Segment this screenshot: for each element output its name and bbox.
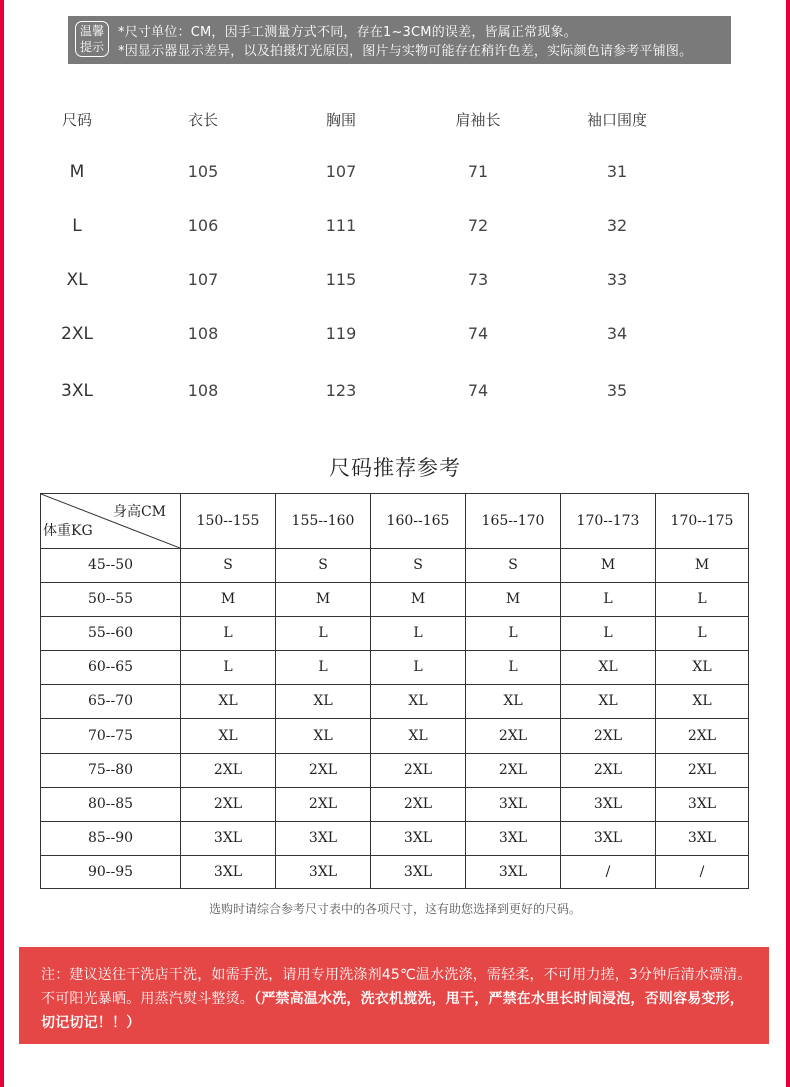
grid-size-cell: 3XL xyxy=(370,855,465,889)
grid-weight-cell: 65--70 xyxy=(87,693,134,710)
size-chart-row xyxy=(52,152,742,192)
grid-size-cell: 3XL xyxy=(560,821,655,855)
grid-size-cell: 2XL xyxy=(560,719,655,753)
grid-corner-cell xyxy=(41,494,180,548)
notice-badge xyxy=(75,21,109,57)
size-recommend-title: 尺码推荐参考 xyxy=(329,456,461,480)
grid-size-cell: XL xyxy=(275,719,370,753)
grid-size-cell: 2XL xyxy=(370,787,465,821)
grid-weight-cell: 45--50 xyxy=(87,557,134,573)
grid-size-cell: 2XL xyxy=(465,753,560,787)
right-edge-stripe xyxy=(786,0,790,1087)
grid-size-cell: 2XL xyxy=(180,753,275,787)
grid-size-cell: XL xyxy=(275,684,370,718)
grid-size-cell: XL xyxy=(560,650,655,684)
grid-size-cell: XL xyxy=(180,684,275,718)
grid-size-cell: M xyxy=(465,582,560,616)
size-chart-value: 74 xyxy=(467,381,489,400)
grid-size-cell: 2XL xyxy=(655,719,748,753)
grid-row xyxy=(41,821,748,856)
grid-size-cell: 3XL xyxy=(465,821,560,855)
notice-bar xyxy=(68,16,731,64)
grid-size-cell: M xyxy=(655,548,748,582)
notice-line-2: *因显示器显示差异，以及拍摄灯光原因，图片与实物可能存在稍许色差，实际颜色请参考平铺图。 xyxy=(118,44,693,59)
size-chart-value: 33 xyxy=(606,270,628,289)
size-chart-value: 107 xyxy=(325,162,357,181)
grid-size-cell: 3XL xyxy=(560,787,655,821)
size-chart-header-cell: 袖口围度 xyxy=(586,111,647,129)
size-chart-value: 31 xyxy=(606,162,628,181)
grid-size-cell: M xyxy=(560,548,655,582)
grid-size-cell: / xyxy=(655,855,748,889)
grid-row xyxy=(41,753,748,788)
size-chart-value: 105 xyxy=(187,162,219,181)
size-chart-value: 32 xyxy=(606,216,628,235)
size-chart-header-cell: 胸围 xyxy=(325,111,356,129)
care-warning: （严禁高温水洗，洗衣机搅洗，甩干，严禁在水里长时间浸泡，否则容易变形，切记切记！！） xyxy=(41,991,744,1031)
size-chart-size-label: L xyxy=(72,216,82,236)
grid-height-header: 170--175 xyxy=(655,494,748,548)
size-chart-header-cell: 衣长 xyxy=(187,111,218,129)
grid-size-cell: L xyxy=(180,616,275,650)
notice-badge-line2: 提示 xyxy=(79,40,104,54)
grid-size-cell: L xyxy=(275,616,370,650)
grid-size-cell: 3XL xyxy=(275,821,370,855)
grid-row xyxy=(41,855,748,889)
grid-size-cell: S xyxy=(465,548,560,582)
grid-size-cell: XL xyxy=(370,719,465,753)
grid-header-row xyxy=(41,494,748,549)
grid-size-cell: XL xyxy=(655,684,748,718)
grid-size-cell: L xyxy=(560,582,655,616)
grid-size-cell: L xyxy=(560,616,655,650)
grid-size-cell: XL xyxy=(180,719,275,753)
grid-size-cell: 3XL xyxy=(180,821,275,855)
grid-row xyxy=(41,650,748,685)
grid-size-cell: L xyxy=(655,616,748,650)
grid-size-cell: L xyxy=(465,650,560,684)
grid-weight-cell: 75--80 xyxy=(87,761,134,778)
grid-row xyxy=(41,787,748,822)
grid-size-cell: 3XL xyxy=(370,821,465,855)
grid-height-header: 170--173 xyxy=(560,494,655,548)
size-chart-value: 107 xyxy=(187,270,219,289)
grid-size-cell: S xyxy=(275,548,370,582)
grid-size-cell: 2XL xyxy=(465,719,560,753)
grid-size-cell: L xyxy=(370,616,465,650)
grid-weight-cell: 60--65 xyxy=(87,659,134,676)
size-chart-value: 115 xyxy=(325,270,357,289)
left-edge-stripe xyxy=(0,0,4,1087)
footnote: 选购时请综合参考尺寸表中的各项尺寸，这有助您选择到更好的尺码。 xyxy=(208,902,581,916)
size-chart-value: 34 xyxy=(606,324,628,343)
corner-weight-label: 体重KG xyxy=(43,523,93,539)
size-chart-value: 71 xyxy=(467,162,489,181)
grid-size-cell: 3XL xyxy=(655,787,748,821)
grid-row xyxy=(41,616,748,651)
grid-height-header: 155--160 xyxy=(275,494,370,548)
size-chart-value: 108 xyxy=(187,324,219,343)
grid-weight-cell: 85--90 xyxy=(87,829,134,846)
notice-badge-line1: 温馨 xyxy=(79,24,104,38)
grid-size-cell: M xyxy=(180,582,275,616)
grid-weight-cell: 70--75 xyxy=(87,727,134,744)
grid-size-cell: 3XL xyxy=(275,855,370,889)
size-chart-value: 35 xyxy=(606,381,628,400)
grid-size-cell: 3XL xyxy=(180,855,275,889)
grid-row xyxy=(41,684,748,719)
size-chart-row xyxy=(52,314,742,354)
grid-size-cell: S xyxy=(370,548,465,582)
size-chart-size-label: 3XL xyxy=(61,381,93,401)
grid-size-cell: L xyxy=(465,616,560,650)
size-chart-size-label: M xyxy=(69,162,85,182)
grid-size-cell: M xyxy=(370,582,465,616)
grid-size-cell: 2XL xyxy=(655,753,748,787)
grid-weight-cell: 50--55 xyxy=(87,591,134,608)
grid-size-cell: XL xyxy=(560,684,655,718)
grid-size-cell: XL xyxy=(655,650,748,684)
grid-size-cell: 2XL xyxy=(275,787,370,821)
grid-size-cell: L xyxy=(180,650,275,684)
size-chart-row xyxy=(52,206,742,246)
size-chart-size-label: XL xyxy=(66,270,88,290)
size-chart-header-cell: 肩袖长 xyxy=(455,111,501,129)
notice-line-1: *尺寸单位：CM，因手工测量方式不同，存在1~3CM的误差，皆属正常现象。 xyxy=(118,25,577,40)
grid-size-cell: 2XL xyxy=(370,753,465,787)
size-chart-value: 106 xyxy=(187,216,219,235)
size-chart-value: 74 xyxy=(467,324,489,343)
grid-size-cell: / xyxy=(560,855,655,889)
grid-size-cell: 3XL xyxy=(655,821,748,855)
size-chart-header-cell: 尺码 xyxy=(61,111,92,129)
size-chart-header xyxy=(52,100,742,140)
care-text: 注：建议送往干洗店干洗，如需手洗，请用专用洗涤剂45℃温水洗涤，需轻柔，不可用力搓，3分钟后清水漂清。不可阳光暴晒。用蒸汽熨斗整烫。 xyxy=(41,967,752,1007)
size-chart-value: 119 xyxy=(325,324,357,343)
grid-size-cell: S xyxy=(180,548,275,582)
size-chart-value: 73 xyxy=(467,270,489,289)
grid-size-cell: L xyxy=(655,582,748,616)
grid-row xyxy=(41,582,748,617)
grid-height-header: 165--170 xyxy=(465,494,560,548)
corner-height-label: 身高CM xyxy=(112,504,166,520)
size-chart-value: 111 xyxy=(325,216,357,235)
grid-size-cell: L xyxy=(275,650,370,684)
grid-size-cell: L xyxy=(370,650,465,684)
grid-size-cell: 2XL xyxy=(180,787,275,821)
size-chart-size-label: 2XL xyxy=(61,324,93,344)
grid-row xyxy=(41,548,748,583)
grid-size-cell: 2XL xyxy=(275,753,370,787)
size-chart-row xyxy=(52,260,742,300)
grid-size-cell: M xyxy=(275,582,370,616)
grid-weight-cell: 55--60 xyxy=(87,625,134,642)
grid-row xyxy=(41,719,748,754)
care-instructions-banner xyxy=(19,947,769,1044)
grid-weight-cell: 80--85 xyxy=(87,795,134,812)
grid-size-cell: 3XL xyxy=(465,855,560,889)
size-recommend-grid xyxy=(40,493,749,889)
grid-size-cell: 3XL xyxy=(465,787,560,821)
size-chart-value: 72 xyxy=(467,216,489,235)
grid-size-cell: XL xyxy=(370,684,465,718)
grid-weight-cell: 90--95 xyxy=(87,863,134,880)
grid-size-cell: 2XL xyxy=(560,753,655,787)
grid-size-cell: XL xyxy=(465,684,560,718)
grid-height-header: 160--165 xyxy=(370,494,465,548)
size-chart-value: 108 xyxy=(187,381,219,400)
size-chart-row xyxy=(52,371,742,411)
size-chart-value: 123 xyxy=(325,381,357,400)
grid-height-header: 150--155 xyxy=(180,494,275,548)
